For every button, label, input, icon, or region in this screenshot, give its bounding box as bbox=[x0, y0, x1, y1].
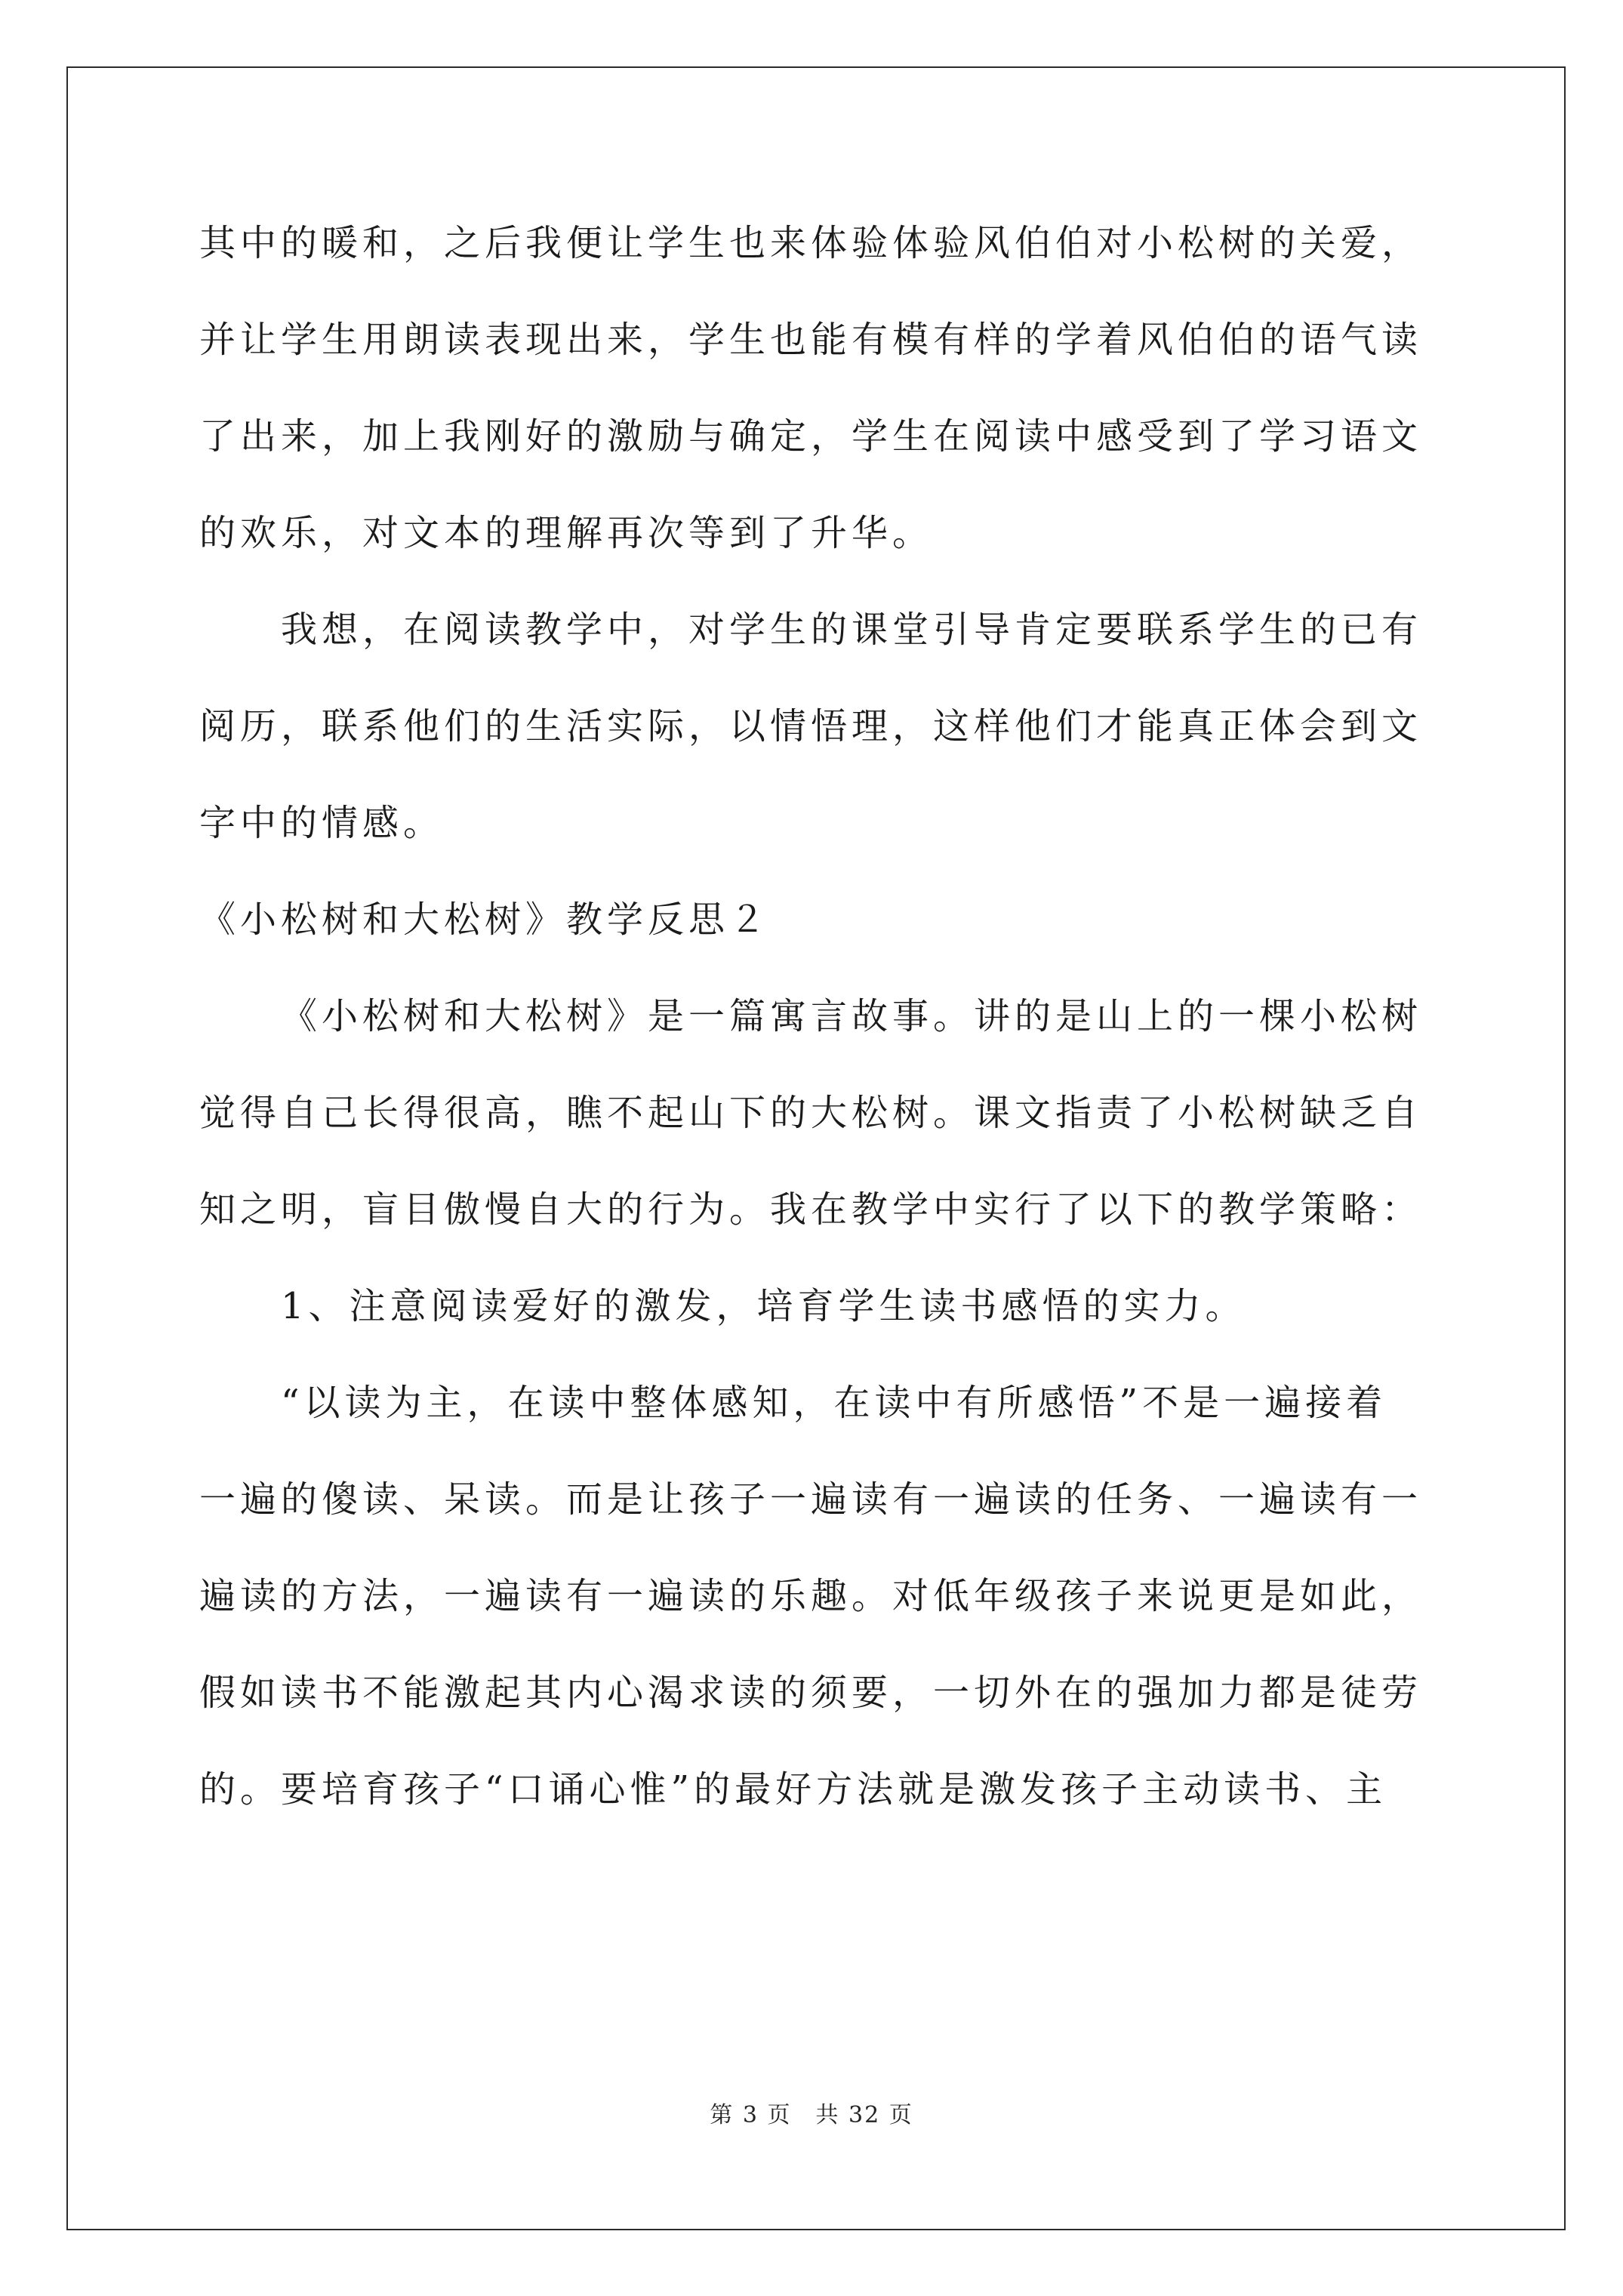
paragraph-start-line: 我想，在阅读教学中，对学生的课堂引导肯定要联系学生的已有 bbox=[281, 609, 1423, 651]
text-line: 字中的情感。 bbox=[199, 802, 445, 844]
document-body bbox=[199, 195, 1431, 1838]
text-line: 其中的暖和，之后我便让学生也来体验体验风伯伯对小松树的关爱， bbox=[199, 222, 1423, 264]
text-line: 遍读的方法，一遍读有一遍读的乐趣。对低年级孩子来说更是如此， bbox=[199, 1575, 1423, 1617]
text-line: 并让学生用朗读表现出来，学生也能有模有样的学着风伯伯的语气读 bbox=[199, 319, 1423, 361]
text-line: 的欢乐，对文本的理解再次等到了升华。 bbox=[199, 512, 934, 554]
paragraph-start-line: “以读为主，在读中整体感知，在读中有所感悟”不是一遍接着 bbox=[281, 1382, 1387, 1424]
paragraph-start-line: 《小松树和大松树》是一篇寓言故事。讲的是山上的一棵小松树 bbox=[281, 995, 1423, 1037]
text-line: 了出来，加上我刚好的激励与确定，学生在阅读中感受到了学习语文 bbox=[199, 415, 1423, 458]
text-line: 假如读书不能激起其内心渴求读的须要，一切外在的强加力都是徒劳 bbox=[199, 1672, 1423, 1714]
text-line: 觉得自己长得很高，瞧不起山下的大松树。课文指责了小松树缺乏自 bbox=[199, 1092, 1423, 1134]
text-line: 知之明，盲目傲慢自大的行为。我在教学中实行了以下的教学策略： bbox=[199, 1188, 1423, 1231]
text-line: 阅历，联系他们的生活实际，以情悟理，这样他们才能真正体会到文 bbox=[199, 705, 1423, 747]
text-line: 的。要培育孩子“口诵心惟”的最好方法就是激发孩子主动读书、主 bbox=[199, 1768, 1387, 1811]
page-number-footer: 第 3 页 共 32 页 bbox=[710, 2102, 913, 2128]
section-heading: 《小松树和大松树》教学反思２ bbox=[199, 898, 771, 941]
text-line: 一遍的傻读、呆读。而是让孩子一遍读有一遍读的任务、一遍读有一 bbox=[199, 1478, 1423, 1521]
list-item-line: 1、注意阅读爱好的激发，培育学生读书感悟的实力。 bbox=[281, 1285, 1246, 1327]
